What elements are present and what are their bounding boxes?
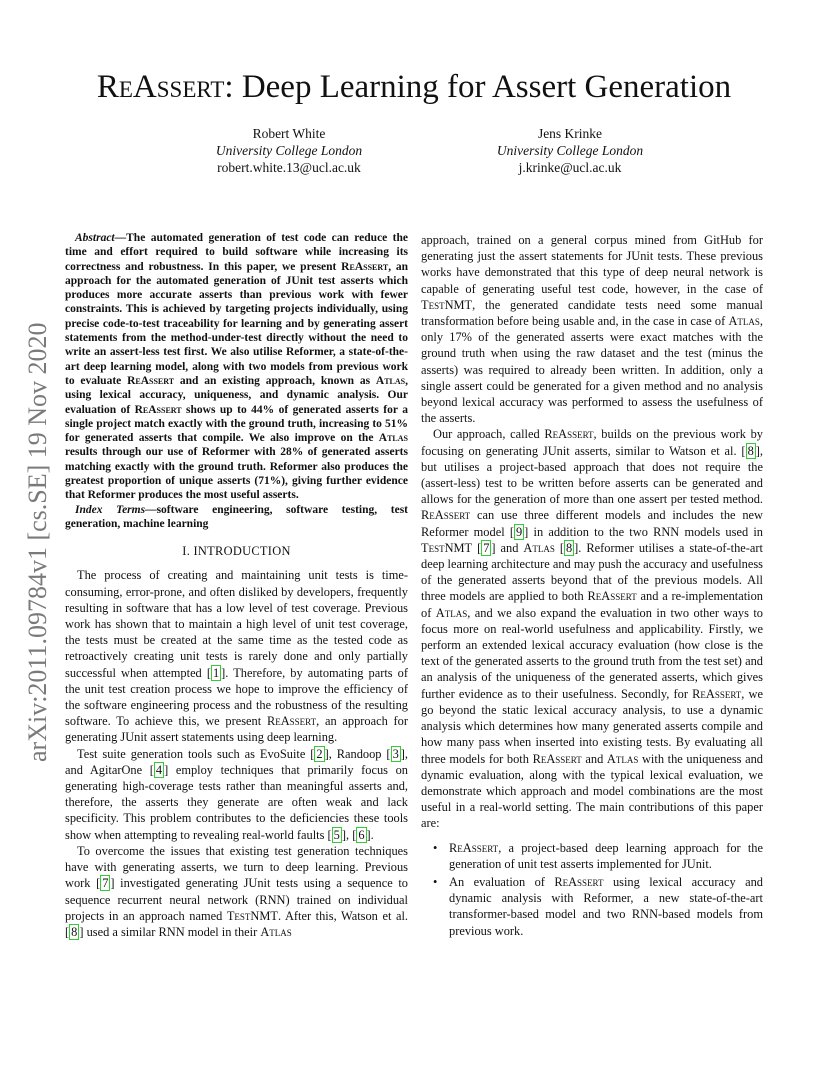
bullet-icon: • bbox=[433, 840, 438, 855]
paragraph: The process of creating and maintaining unit tests is time-consuming, error-prone, and often disliked by developers, frequently resulting in software that has a low level of test coverage. Previous work has shown that to maintain a high level of unit test coverage, the tests must be created at the same time as the tested code as retroactively creating unit tests is rarely done and only partially successful when attempted [ 1 ]. Therefore, by automating parts of the unit test creation process we hope to improve the efficiency of the software engineering process and the robustness of the resulting software. To achieve this, we present ReAssert, an approach for generating JUnit assert statements using deep learning. bbox=[65, 568, 409, 745]
author-email: robert.white.13@ucl.ac.uk bbox=[217, 160, 361, 175]
index-terms-text: —software engineering, software testing, test generation, machine learning bbox=[65, 503, 408, 530]
left-column bbox=[65, 231, 408, 940]
author-block-1 bbox=[139, 125, 439, 176]
list-item-text: ReAssert, a project-based deep learning approach for the generation of unit test asserts implemented for JUnit. bbox=[449, 840, 763, 871]
author-affiliation: University College London bbox=[496, 143, 644, 158]
right-column bbox=[421, 232, 763, 941]
arxiv-identifier: arXiv:2011.09784v1 [cs.SE] 19 Nov 2020 bbox=[23, 322, 52, 762]
list-item-text: An evaluation of ReAssert using lexical accuracy and dynamic analysis with Reformer, a new state-of-the-art transformer-based model and two RNN-based models from previous work. bbox=[449, 874, 763, 938]
author-name: Robert White bbox=[252, 126, 326, 141]
abstract-label: Abstract bbox=[75, 232, 115, 244]
paragraph: Our approach, called ReAssert, builds on the previous work by focusing on generating JUnit asserts, similar to Watson et al. [ 8 ], but utilises a project-based approach that does not require the (assert-less) test to be written before asserts can be generated and allows for the generation of more than one assert per tested method. ReAssert can use three different models and includes the new Reformer model [ 9 ] in addition to the two RNN models used in TestNMT [ 7 ] and Atlas [ 8 ]. Reformer utilises a state-of-the-art deep learning architecture and may push the accuracy and usefulness of the generated asserts beyond that of the previous models. All three models are applied to both ReAssert and a re-implementation of Atlas, and we also expand the evaluation in two other ways to focus more on real-world usefulness and applicability. Firstly, we perform an extended lexical accuracy evaluation (how close is the text of the generated asserts to the ground truth from the test set) and an analysis of the uniqueness of the generated asserts, which gives further evidence as to their usefulness. Secondly, for ReAssert, we go beyond the static lexical accuracy analysis, to use a dynamic analysis which determines how many generated asserts compile and how many pass when inserted into existing tests. By evaluating all three models for both ReAssert and Atlas with the uniqueness and dynamic evaluation, along with the typical lexical evaluation, we demonstrate which approach and model combinations are the most useful in a real-world setting. The main contributions of this paper are: bbox=[421, 427, 764, 831]
list-item bbox=[433, 874, 763, 939]
section-heading: I. INTRODUCTION bbox=[182, 544, 291, 559]
list-item bbox=[433, 840, 763, 872]
author-block-2 bbox=[420, 125, 720, 176]
bullet-icon: • bbox=[433, 874, 438, 889]
abstract bbox=[65, 231, 408, 503]
author-name: Jens Krinke bbox=[537, 126, 603, 141]
paragraph: Test suite generation tools such as EvoSuite [ 2 ], Randoop [ 3 ], and AgitarOne [ 4 ] employ techniques that primarily focus on generating high-coverage tests rather than meaningful asserts and, therefore, the asserts they generate are often weak and lack specificity. This problem contributes to the deficiencies these tools show when attempting to revealing real-world faults [ 5 ], [ 6 ]. bbox=[65, 746, 408, 842]
paragraph: To overcome the issues that existing test generation techniques have with generating asserts, we turn to deep learning. Previous work [ 7 ] investigated generating JUnit tests using a sequence to sequence recurrent neural network (RNN) trained on individual projects in an approach named TestNMT. After this, Watson et al. [ 8 ] used a similar RNN model in their Atlas bbox=[65, 843, 408, 939]
index-terms-label: Index Terms bbox=[75, 503, 146, 516]
contributions-list bbox=[421, 840, 763, 939]
author-affiliation: University College London bbox=[215, 143, 363, 158]
paragraph: approach, trained on a general corpus mined from GitHub for generating just the assert statements for JUnit tests. These previous works have demonstrated that this type of deep neural network is capable of generating useful test code, however, in the case of TestNMT, the generated candidate tests need some manual transformation before being usable and, in the case in case of Atlas, only 17% of the generated asserts were exact matches with the ground truth when using the raw dataset and the test (minus the asserts) was required to already been written. In addition, only a single assert could be generated for a given method and no analysis beyond lexical accuracy was performed to assess the usefulness of the asserts. bbox=[421, 233, 763, 426]
paper-title: ReAssert: Deep Learning for Assert Generation bbox=[96, 69, 732, 105]
abstract-text: —The automated generation of test code can reduce the time and effort required to build software while increasing its correctness and robustness. In this paper, we present ReAssert, an approach for the automated generation of JUnit test asserts which produces more accurate asserts than previous work with fewer constraints. This is achieved by targeting projects individually, using precise code-to-test traceability for learning and by generating assert statements from the method-under-test directly without the need to write an assert-less test first. We also utilise Reformer, a state-of-the-art deep learning model, along with two models from previous work to evaluate ReAssert and an existing approach, known as Atlas, using lexical accuracy, uniqueness, and dynamic analysis. Our evaluation of ReAssert shows up to 44% of generated asserts for a single project match exactly with the ground truth, increasing to 51% for generated asserts that compile. We also improve on the Atlas results through our use of Reformer with 28% of generated asserts matching exactly with the ground truth. Reformer also produces the greatest proportion of unique asserts (71%), giving further evidence that Reformer produces the most useful asserts. bbox=[65, 232, 408, 502]
author-email: j.krinke@ucl.ac.uk bbox=[518, 160, 622, 175]
index-terms bbox=[65, 503, 408, 532]
